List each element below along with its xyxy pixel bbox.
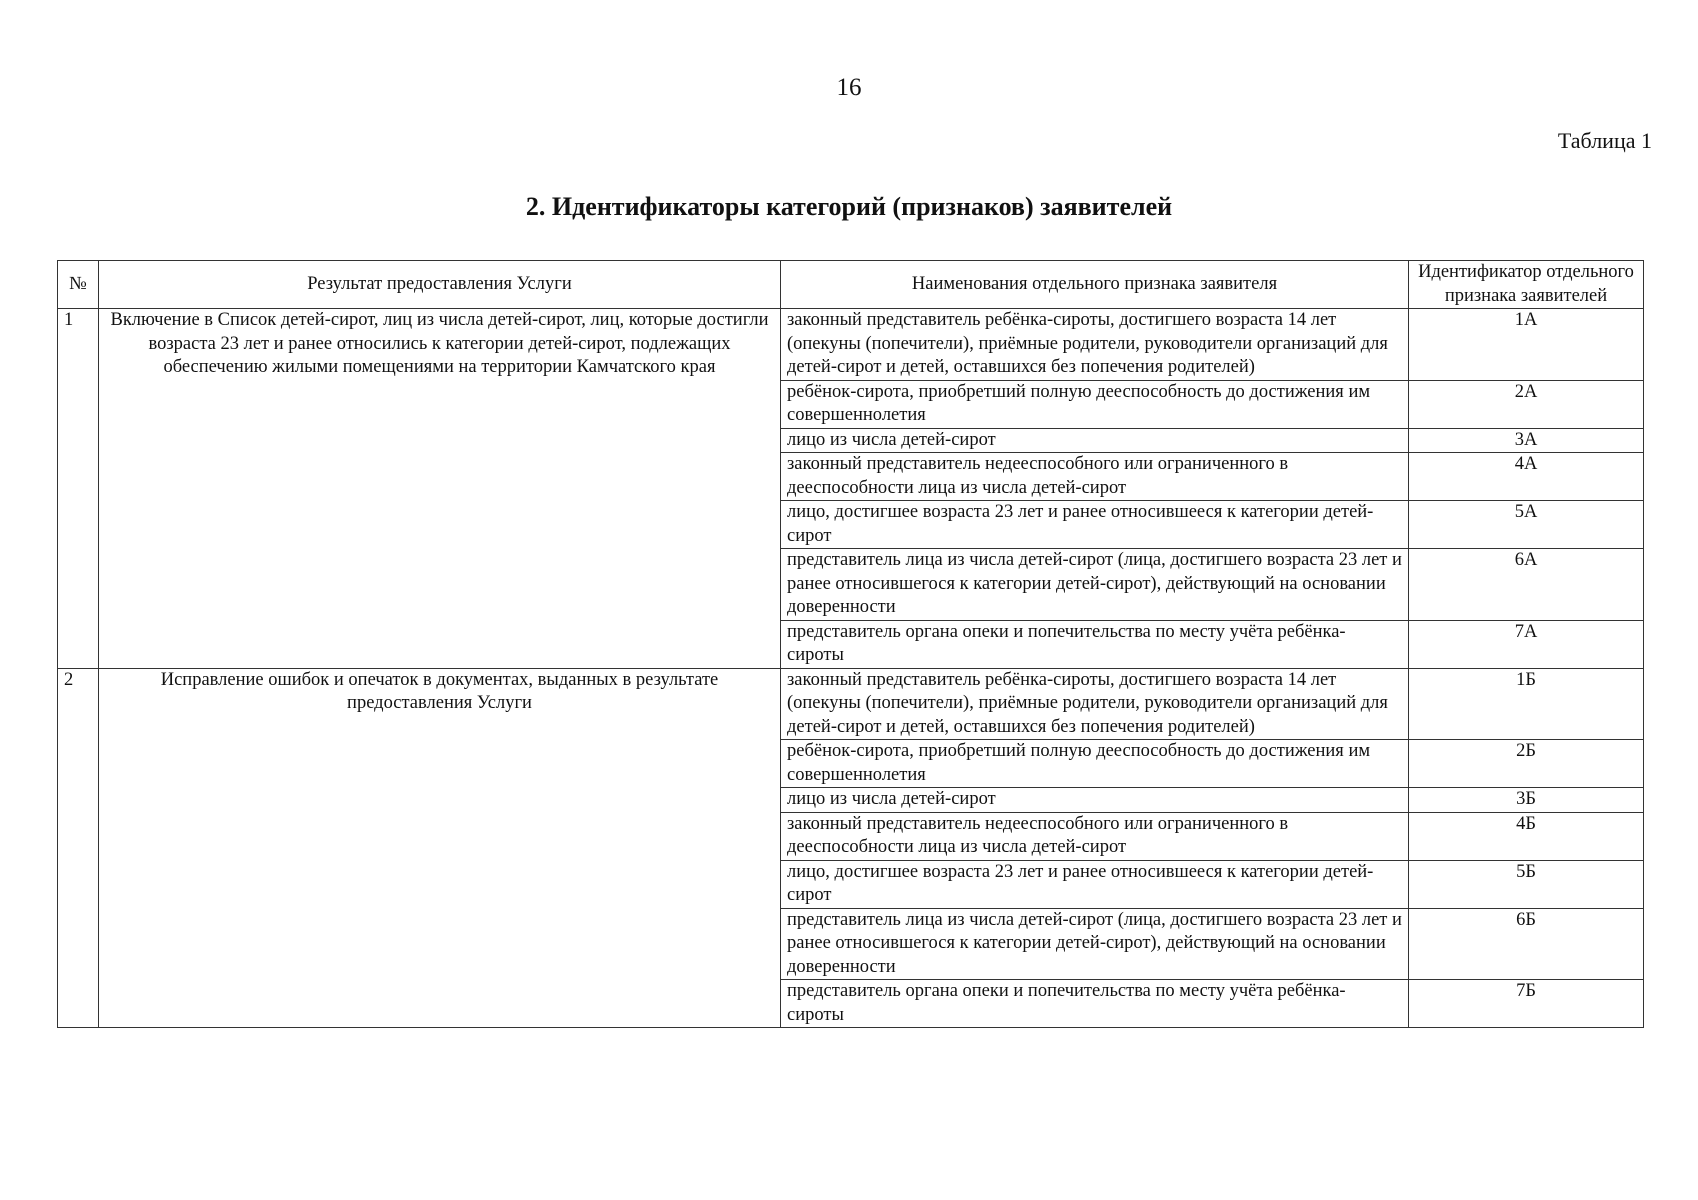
- table-row: [58, 309, 1644, 381]
- applicant-attribute-identifier: 2Б: [1409, 740, 1644, 788]
- applicant-attribute-identifier: 6А: [1409, 549, 1644, 621]
- applicant-attribute-identifier: 1А: [1409, 309, 1644, 381]
- table-caption: Таблица 1: [1557, 128, 1652, 153]
- applicant-attribute-identifier: 4А: [1409, 453, 1644, 501]
- applicant-attribute-name: законный представитель ребёнка-сироты, достигшего возраста 14 лет (опекуны (попечители), приёмные родители, руководители организаций для детей-сирот и детей, оставшихся без попечения родителей): [781, 309, 1409, 381]
- applicant-attribute-identifier: 4Б: [1409, 812, 1644, 860]
- table-row: [58, 668, 1644, 740]
- row-number: 2: [58, 668, 99, 1028]
- applicant-attribute-identifier: 7Б: [1409, 980, 1644, 1028]
- applicant-attribute-identifier: 3А: [1409, 428, 1644, 453]
- applicant-attribute-name: законный представитель недееспособного или ограниченного в дееспособности лица из числа детей-сирот: [781, 453, 1409, 501]
- applicant-attribute-name: представитель лица из числа детей-сирот (лица, достигшего возраста 23 лет и ранее относившегося к категории детей-сирот), действующий на основании доверенности: [781, 549, 1409, 621]
- applicant-attribute-name: представитель лица из числа детей-сирот (лица, достигшего возраста 23 лет и ранее относившегося к категории детей-сирот), действующий на основании доверенности: [781, 908, 1409, 980]
- service-result: Включение в Список детей-сирот, лиц из числа детей-сирот, лиц, которые достигли возраста 23 лет и ранее относились к категории детей-сирот, подлежащих обеспечению жилыми помещениями на территории Камчатского края: [99, 309, 781, 669]
- applicant-attribute-name: законный представитель ребёнка-сироты, достигшего возраста 14 лет (опекуны (попечители), приёмные родители, руководители организаций для детей-сирот и детей, оставшихся без попечения родителей): [781, 668, 1409, 740]
- applicant-attribute-identifier: 5А: [1409, 501, 1644, 549]
- applicant-attribute-identifier: 2А: [1409, 380, 1644, 428]
- header-result: Результат предоставления Услуги: [99, 261, 781, 309]
- applicant-attribute-identifier: 5Б: [1409, 860, 1644, 908]
- applicant-attribute-name: ребёнок-сирота, приобретший полную дееспособность до достижения им совершеннолетия: [781, 740, 1409, 788]
- applicant-attribute-identifier: 3Б: [1409, 788, 1644, 813]
- applicant-attribute-name: лицо из числа детей-сирот: [781, 428, 1409, 453]
- applicant-attribute-identifier: 7А: [1409, 620, 1644, 668]
- applicant-attribute-identifier: 1Б: [1409, 668, 1644, 740]
- header-num: №: [58, 261, 99, 309]
- service-result: Исправление ошибок и опечаток в документах, выданных в результате предоставления Услуги: [99, 668, 781, 1028]
- applicant-attribute-name: законный представитель недееспособного или ограниченного в дееспособности лица из числа детей-сирот: [781, 812, 1409, 860]
- table-header-row: [58, 261, 1644, 309]
- page-number: 16: [836, 74, 862, 101]
- section-title: 2. Идентификаторы категорий (признаков) заявителей: [525, 192, 1173, 221]
- header-identifier: Идентификатор отдельного признака заявителей: [1409, 261, 1644, 309]
- applicant-attribute-name: представитель органа опеки и попечительства по месту учёта ребёнка-сироты: [781, 980, 1409, 1028]
- row-number: 1: [58, 309, 99, 669]
- applicant-attribute-name: представитель органа опеки и попечительства по месту учёта ребёнка-сироты: [781, 620, 1409, 668]
- applicant-attribute-name: ребёнок-сирота, приобретший полную дееспособность до достижения им совершеннолетия: [781, 380, 1409, 428]
- applicant-attribute-name: лицо, достигшее возраста 23 лет и ранее относившееся к категории детей-сирот: [781, 860, 1409, 908]
- applicant-attribute-name: лицо из числа детей-сирот: [781, 788, 1409, 813]
- applicant-attribute-identifier: 6Б: [1409, 908, 1644, 980]
- identifiers-table: [57, 260, 1644, 1028]
- header-name: Наименования отдельного признака заявителя: [781, 261, 1409, 309]
- applicant-attribute-name: лицо, достигшее возраста 23 лет и ранее относившееся к категории детей-сирот: [781, 501, 1409, 549]
- table-body: [58, 309, 1644, 1028]
